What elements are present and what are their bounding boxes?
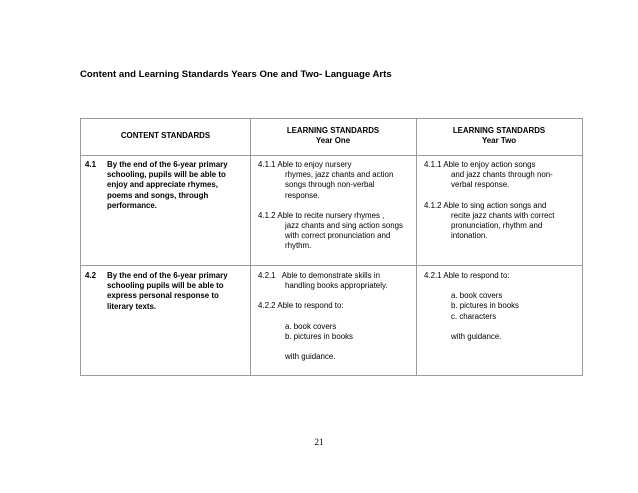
standards-table — [80, 118, 583, 376]
list-item: b. pictures in books — [451, 301, 519, 311]
list-item: b. pictures in books — [285, 331, 353, 341]
learning-standard-4-2-2 — [258, 301, 414, 362]
learning-standard-line: and jazz chants through non- — [451, 170, 553, 180]
content-standard-line: enjoy and appreciate rhymes, — [107, 180, 218, 190]
header-content-standards — [81, 125, 250, 141]
year-two-standards-4-1 — [424, 160, 580, 241]
learning-standard-line: Able to sing action songs and — [443, 200, 547, 210]
guidance-note: with guidance. — [285, 352, 336, 362]
content-standard-line: performance. — [107, 200, 157, 210]
learning-standard-line: Able to respond to: — [443, 271, 510, 280]
content-standard-line: By the end of the 6-year primary — [107, 271, 228, 280]
year-one-standards-4-1 — [258, 160, 414, 252]
learning-standard-4-2-1 — [258, 271, 414, 291]
learning-standard-line: jazz chants and sing action songs — [285, 221, 403, 231]
learning-standard-number: 4.1.2 — [424, 200, 442, 210]
header-divider — [81, 155, 582, 156]
year-one-standards-4-2 — [258, 271, 414, 362]
content-standard-line: express personal response to — [107, 291, 219, 301]
learning-standard-line: rhymes, jazz chants and action — [285, 170, 394, 180]
year-two-standards-4-2 — [424, 271, 580, 342]
learning-standard-4-1-2 — [258, 211, 414, 252]
learning-standard-number: 4.2.1 — [424, 271, 442, 280]
document-title: Content and Learning Standards Years One and Two- Language Arts — [80, 69, 392, 80]
column-divider — [250, 119, 251, 375]
content-standard-4-2 — [85, 271, 247, 312]
learning-standard-line: Able to demonstrate skills in — [281, 271, 380, 280]
learning-standard-line: Able to recite nursery rhymes , — [277, 210, 385, 220]
header-year-one — [250, 126, 416, 146]
learning-standard-number: 4.2.1 — [258, 271, 276, 280]
header-year-one-line1: LEARNING STANDARDS — [286, 126, 380, 135]
learning-standard-line: response. — [285, 190, 320, 200]
learning-standard-line: verbal response. — [451, 180, 510, 190]
list-item: a. book covers — [285, 321, 337, 331]
learning-standard-line: Able to enjoy nursery — [277, 160, 352, 169]
learning-standard-line: songs through non-verbal — [285, 180, 375, 190]
content-standard-4-1 — [85, 160, 247, 211]
header-year-two — [416, 126, 582, 146]
learning-standard-line: Able to enjoy action songs — [443, 160, 536, 169]
learning-standard-line: intonation. — [451, 231, 488, 241]
learning-standard-number: 4.1.2 — [258, 210, 276, 220]
header-content-label: CONTENT STANDARDS — [120, 131, 211, 140]
content-standard-line: schooling, pupils will be able to — [107, 170, 226, 180]
column-divider — [416, 119, 417, 375]
learning-standard-number: 4.1.1 — [424, 160, 442, 169]
learning-standard-line: recite jazz chants with correct — [451, 210, 555, 220]
header-year-one-line2: Year One — [315, 136, 351, 146]
learning-standard-line: handling books appropriately. — [285, 281, 388, 291]
guidance-note: with guidance. — [451, 331, 502, 341]
page-number: 21 — [314, 437, 324, 447]
content-standard-number: 4.2 — [85, 271, 96, 280]
learning-standard-number: 4.1.1 — [258, 160, 276, 169]
content-standard-line: By the end of the 6-year primary — [107, 160, 228, 169]
learning-standard-line: with correct pronunciation and — [285, 231, 391, 241]
learning-standard-number: 4.2.2 — [258, 301, 276, 311]
list-item: a. book covers — [451, 291, 503, 301]
list-item: c. characters — [451, 311, 497, 321]
row-divider — [81, 265, 582, 266]
content-standard-line: literary texts. — [107, 301, 157, 311]
content-standard-line: poems and songs, through — [107, 190, 209, 200]
header-year-two-line2: Year Two — [481, 136, 517, 146]
header-year-two-line1: LEARNING STANDARDS — [452, 126, 546, 135]
learning-standard-line: rhythm. — [285, 241, 312, 251]
learning-standard-line: pronunciation, rhythm and — [451, 221, 543, 231]
content-standard-line: schooling pupils will be able to — [107, 281, 224, 291]
learning-standard-4-1-1 — [424, 160, 580, 191]
learning-standard-4-1-1 — [258, 160, 414, 201]
learning-standard-4-1-2 — [424, 201, 580, 242]
learning-standard-line: Able to respond to: — [277, 301, 344, 311]
learning-standard-4-2-1 — [424, 271, 580, 342]
content-standard-number: 4.1 — [85, 160, 96, 169]
